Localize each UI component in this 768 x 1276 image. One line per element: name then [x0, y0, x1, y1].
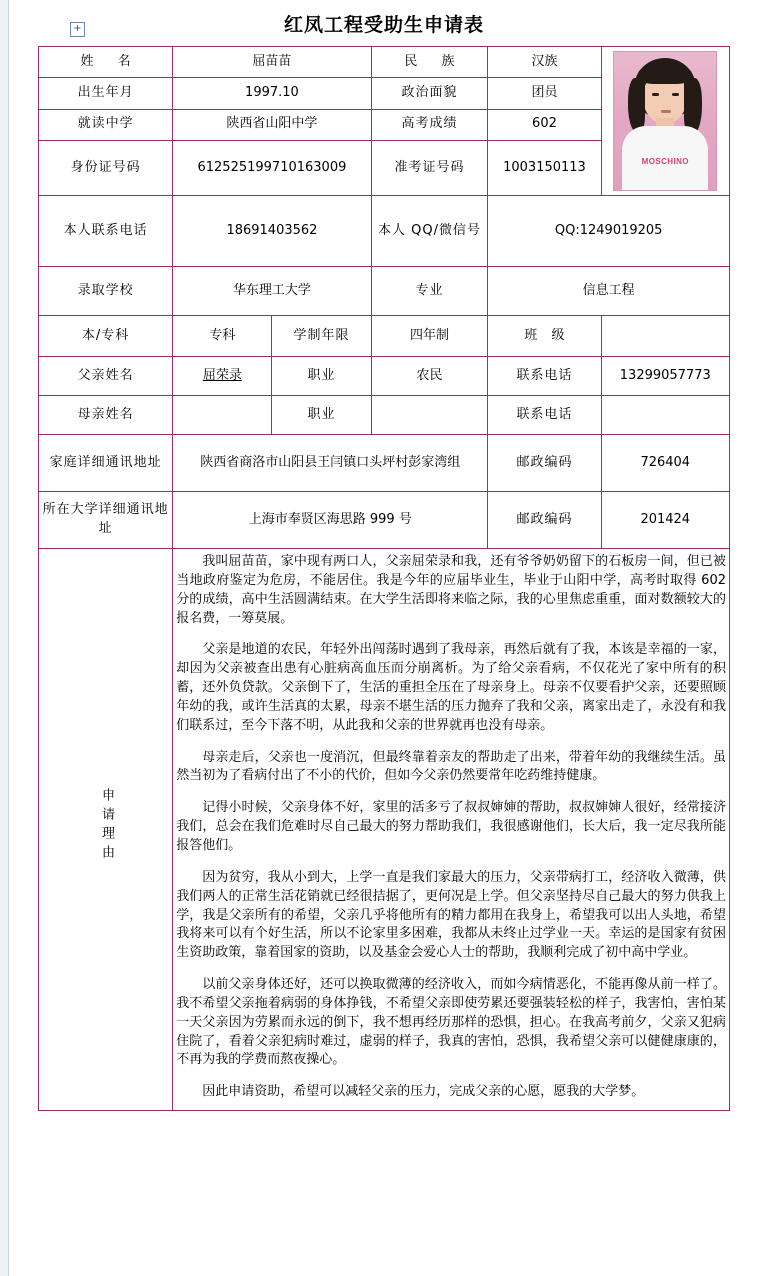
value-name[interactable]: 屈苗苗 [173, 47, 371, 78]
value-mother-name[interactable] [173, 396, 272, 435]
table-row [39, 492, 730, 549]
table-row [39, 267, 730, 316]
value-university-address[interactable]: 上海市奉贤区海思路 999 号 [173, 492, 488, 549]
table-row [39, 47, 730, 78]
value-mother-job[interactable] [371, 396, 488, 435]
value-study-years[interactable]: 四年制 [371, 316, 488, 357]
table-row [39, 435, 730, 492]
photo-cell [601, 47, 729, 196]
page-title: 红凤工程受助生申请表 [283, 14, 484, 36]
label-birth: 出生年月 [39, 78, 173, 109]
value-political[interactable]: 团员 [488, 78, 601, 109]
label-ethnicity: 民 族 [371, 47, 488, 78]
applicant-info-table [38, 46, 730, 1111]
label-postcode-university: 邮政编码 [488, 492, 601, 549]
value-qq-wechat[interactable]: QQ:1249019205 [488, 196, 730, 267]
value-class[interactable] [601, 316, 729, 357]
label-home-address: 家庭详细通讯地址 [39, 435, 173, 492]
label-gaokao-score: 高考成绩 [371, 109, 488, 140]
reason-paragraph: 父亲是地道的农民，年轻外出闯荡时遇到了我母亲，再然后就有了我，本该是幸福的一家，却因为父亲被查出患有心脏病高血压而分崩离析。为了给父亲看病，不仅花光了家中所有的积蓄，还外负贷款。父亲倒下了，生活的重担全压在了母亲身上。母亲不仅要看护父亲，还要照顾年幼的我，或许生活真的太累，母亲不堪生活的压力抛弃了我和父亲，离家出走了，永没有和我们联系过，至今下落不明，从此我和父亲的世界就再也没有母亲。 [176, 642, 726, 733]
label-university-address: 所在大学详细通讯地址 [39, 492, 173, 549]
label-exam-number: 准考证号码 [371, 141, 488, 196]
reason-paragraph: 我叫屈苗苗，家中现有两口人，父亲屈荣录和我，还有爷爷奶奶留下的石板房一间，但已被当地政府鉴定为危房，不能居住。我是今年的应届毕业生，毕业于山阳中学，高考时取得 602 分的成绩，高中生活圆满结束。在大学生活即将来临之际，我的心里焦虑重重，面对数额较大的报名费，一筹莫展。 [176, 554, 726, 626]
label-major: 专业 [371, 267, 488, 316]
table-row-reason [39, 549, 730, 1111]
photo-hair-left [628, 78, 645, 132]
label-postcode-home: 邮政编码 [488, 435, 601, 492]
label-reason-cell [39, 549, 173, 1111]
label-father-phone: 联系电话 [488, 357, 601, 396]
value-phone[interactable]: 18691403562 [173, 196, 371, 267]
label-mother-phone: 联系电话 [488, 396, 601, 435]
label-father-name: 父亲姓名 [39, 357, 173, 396]
value-home-address[interactable]: 陕西省商洛市山阳县王闫镇口头坪村彭家湾组 [173, 435, 488, 492]
value-father-name[interactable]: 屈荣录 [173, 357, 272, 396]
move-handle-icon[interactable]: + [70, 22, 85, 37]
reason-paragraph: 记得小时候，父亲身体不好，家里的活多亏了叔叔婶婶的帮助，叔叔婶婶人很好，经常接济我们，总会在我们危难时尽自己最大的努力帮助我们，我很感谢他们，长大后，我一定尽我所能报答他们。 [176, 800, 726, 853]
value-postcode-home[interactable]: 726404 [601, 435, 729, 492]
reason-text[interactable] [173, 549, 730, 1111]
photo-eye-left [652, 93, 659, 96]
reason-paragraph: 因为贫穷，我从小到大，上学一直是我们家最大的压力，父亲带病打工，经济收入微薄，供我们两人的正常生活花销就已经很拮据了，更何况是上学。但父亲坚持尽自己最大的努力供我上学，我是父亲所有的希望，父亲几乎将他所有的精力都用在我身上，希望我可以出人头地，希望我将来可以有个好生活，所以不论家里多困难，我都从未终止过学业一天。幸运的是国家有贫困生资助政策，靠着国家的资助，以及基金会爱心人士的帮助，我顺利完成了初中高中学业。 [176, 869, 726, 961]
photo-mouth [661, 110, 671, 113]
label-id-number: 身份证号码 [39, 141, 173, 196]
photo-shirt-text: MOSCHINO [641, 157, 689, 166]
label-father-job: 职业 [272, 357, 371, 396]
value-birth[interactable]: 1997.10 [173, 78, 371, 109]
label-middle-school: 就读中学 [39, 109, 173, 140]
value-mother-phone[interactable] [601, 396, 729, 435]
label-study-years: 学制年限 [272, 316, 371, 357]
value-postcode-university[interactable]: 201424 [601, 492, 729, 549]
label-mother-job: 职业 [272, 396, 371, 435]
reason-paragraph: 母亲走后，父亲也一度消沉，但最终靠着亲友的帮助走了出来，带着年幼的我继续生活。虽然当初为了看病付出了不小的代价，但如今父亲仍然要常年吃药维持健康。 [176, 749, 726, 784]
table-row [39, 196, 730, 267]
table-row [39, 357, 730, 396]
photo-eye-right [672, 93, 679, 96]
label-qq-wechat: 本人 QQ/微信号 [371, 196, 488, 267]
reason-paragraph: 以前父亲身体还好，还可以换取微薄的经济收入，而如今病情恶化，不能再像从前一样了。我不希望父亲拖着病弱的身体挣钱，不希望父亲即使劳累还要强装轻松的样子，我害怕，害怕某一天父亲因为劳累而永远的倒下，我不想再经历那样的恐惧，担心。在我高考前夕，父亲又犯病住院了，看着父亲犯病时难过，虚弱的样子，我真的害怕，恐惧，我希望父亲可以健健康康的，不再为我的学费而熬夜操心。 [176, 977, 726, 1068]
label-degree-type: 本/专科 [39, 316, 173, 357]
reason-paragraph: 因此申请资助，希望可以减轻父亲的压力，完成父亲的心愿，愿我的大学梦。 [202, 1084, 645, 1100]
value-admitted-university[interactable]: 华东理工大学 [173, 267, 371, 316]
label-mother-name: 母亲姓名 [39, 396, 173, 435]
value-gaokao-score[interactable]: 602 [488, 109, 601, 140]
label-reason: 申请理由 [99, 788, 115, 865]
value-id-number[interactable]: 612525199710163009 [173, 141, 371, 196]
label-name: 姓 名 [39, 47, 173, 78]
label-class: 班 级 [488, 316, 601, 357]
table-row [39, 316, 730, 357]
value-father-phone[interactable]: 13299057773 [601, 357, 729, 396]
left-margin-strip [0, 0, 9, 1276]
label-political: 政治面貌 [371, 78, 488, 109]
value-ethnicity[interactable]: 汉族 [488, 47, 601, 78]
table-row [39, 396, 730, 435]
label-admitted-university: 录取学校 [39, 267, 173, 316]
value-degree-type[interactable]: 专科 [173, 316, 272, 357]
value-middle-school[interactable]: 陕西省山阳中学 [173, 109, 371, 140]
label-phone: 本人联系电话 [39, 196, 173, 267]
value-father-job[interactable]: 农民 [371, 357, 488, 396]
value-major[interactable]: 信息工程 [488, 267, 730, 316]
applicant-photo [613, 51, 717, 191]
value-exam-number[interactable]: 1003150113 [488, 141, 601, 196]
